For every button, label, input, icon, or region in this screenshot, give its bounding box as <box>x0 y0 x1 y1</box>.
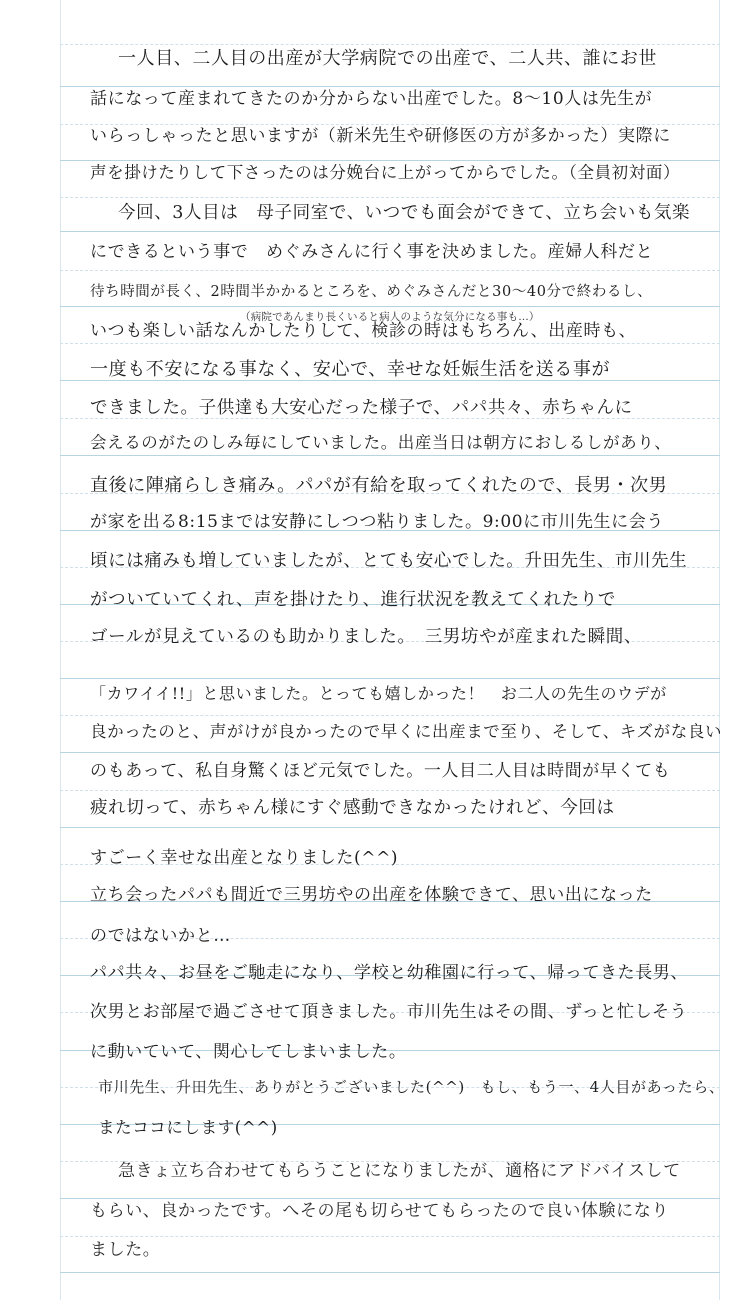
letter-line-8: いつも楽しい話なんかしたりして、検診の時はもちろん、出産時も、 <box>90 321 637 341</box>
letter-line-28: またココにします(^^) <box>98 1118 278 1137</box>
letter-line-9: 一度も不安になる事なく、安心で、幸せな妊娠生活を送る事が <box>90 359 611 380</box>
letter-line-6: にできるという事で めぐみさんに行く事を決めました。産婦人科だと <box>90 242 654 262</box>
letter-line-5: 今回、3人目は 母子同室で、いつでも面会ができて、立ち会いも気楽 <box>118 203 691 223</box>
letter-line-21: すごーく幸せな出産となりました(^^) <box>90 848 399 868</box>
letter-line-27: 市川先生、升田先生、ありがとうございました(^^) もし、もう一、4人目があったら、 <box>98 1078 725 1096</box>
letter-line-18: 良かったのと、声がけが良かったので早くに出産まで至り、そして、キズがな良い <box>90 722 723 741</box>
letter-line-25: 次男とお部屋で過ごさせて頂きました。市川先生はその間、ずっと忙しそう <box>90 1002 688 1022</box>
letter-line-12: 直後に陣痛らしき痛み。パパが有給を取ってくれたので、長男・次男 <box>90 475 668 496</box>
letter-line-17: 「カワイイ!!」と思いました。とっても嬉しかった！ お二人の先生のウデが <box>90 684 667 703</box>
letter-line-22: 立ち会ったパパも間近で三男坊やの出産を体験できて、思い出になった <box>90 885 653 905</box>
letter-line-2: 話になって産まれてきたのか分からない出産でした。8〜10人は先生が <box>90 89 653 109</box>
letter-line-23: のではないかと… <box>90 926 231 946</box>
letter-line-10: できました。子供達も大安心だった様子で、パパ共々、赤ちゃんに <box>90 398 633 418</box>
letter-line-29: 急きょ立ち合わせてもらうことになりましたが、適格にアドバイスして <box>118 1161 681 1181</box>
letter-line-1: 一人目、二人目の出産が大学病院での出産で、二人共、誰にお世 <box>118 48 658 69</box>
letter-line-26: に動いていて、関心してしまいました。 <box>90 1042 407 1062</box>
letter-line-14: 頃には痛みも増していましたが、とても安心でした。升田先生、市川先生 <box>90 551 688 571</box>
letter-line-15: がついていてくれ、声を掛けたり、進行状況を教えてくれたりで <box>90 590 616 610</box>
letter-line-7: 待ち時間が長く、2時間半かかるところを、めぐみさんだと30〜40分で終わるし、 <box>90 284 653 300</box>
margin-note: （病院であんまり長くいると病人のような気分になる事も…） <box>240 311 540 323</box>
letter-line-24: パパ共々、お昼をご馳走になり、学校と幼稚園に行って、帰ってきた長男、 <box>90 963 689 983</box>
letter-line-13: が家を出る8:15までは安静にしつつ粘りました。9:00に市川先生に会う <box>90 512 664 532</box>
letter-line-20: 疲れ切って、赤ちゃん様にすぐ感動できなかったけれど、今回は <box>90 798 615 818</box>
letter-line-19: のもあって、私自身驚くほど元気でした。一人目二人目は時間が早くても <box>90 761 671 781</box>
letter-line-16: ゴールが見えているのも助かりました。 三男坊やが産まれた瞬間、 <box>90 627 642 647</box>
letter-line-11: 会えるのがたのしみ毎にしていました。出産当日は朝方におしるしがあり、 <box>90 433 672 452</box>
letter-line-31: ました。 <box>90 1240 161 1260</box>
letter-line-30: もらい、良かったです。へその尾も切らせてもらったので良い体験になり <box>90 1201 669 1221</box>
page-margins <box>60 0 723 1300</box>
letter-line-3: いらっしゃったと思いますが（新米先生や研修医の方が多かった）実際に <box>90 126 671 146</box>
letter-line-4: 声を掛けたりして下さったのは分娩台に上がってからでした。（全員初対面） <box>90 163 681 182</box>
